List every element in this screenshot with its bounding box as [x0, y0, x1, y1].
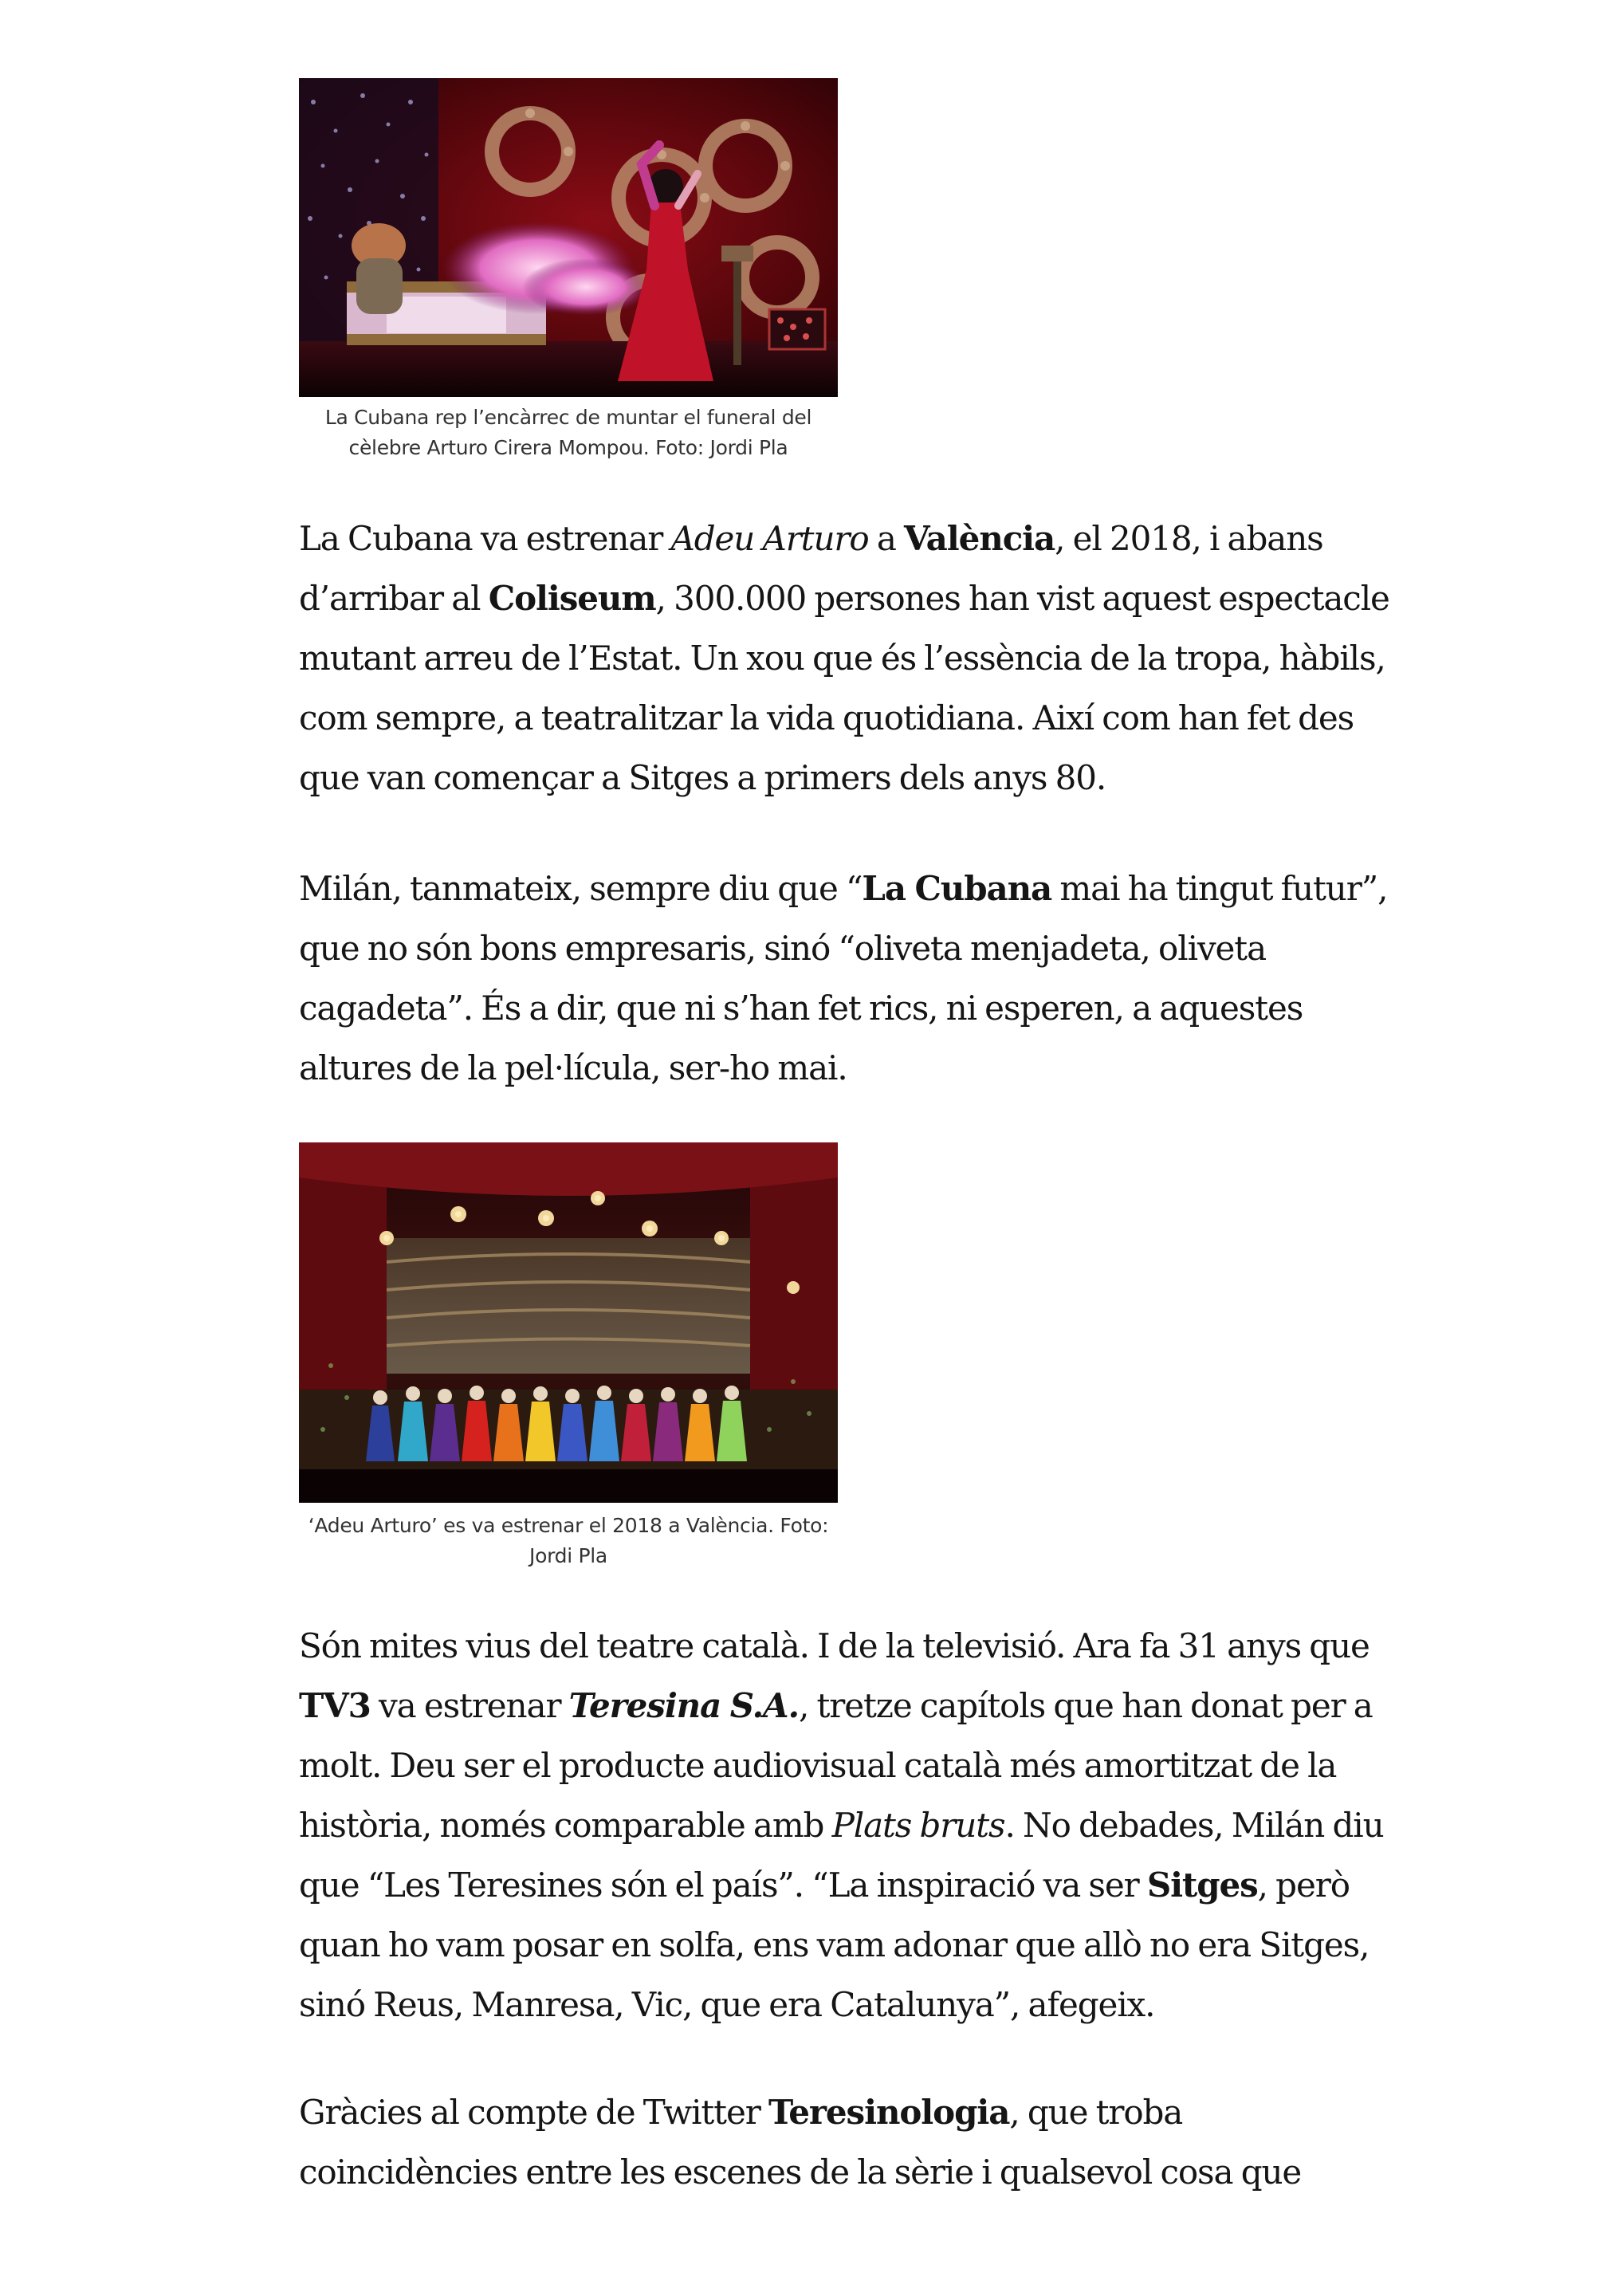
- article-photo-stage-chorus: [299, 1142, 838, 1503]
- article-paragraph: La Cubana va estrenar Adeu Arturo a València, el 2018, i abans d’arribar al Coliseum, 300.000 persones han vist aquest espectacle mutant arreu de l’Estat. Un xou que és l’essència de la tropa, hàbils, com sempre, a teatralitzar la vida quotidiana. Així com han fet des que van començar a Sitges a primers dels anys 80.: [299, 519, 1389, 797]
- article-paragraph: Milán, tanmateix, sempre diu que “La Cubana mai ha tingut futur”, que no són bons empresaris, sinó “oliveta menjadeta, oliveta cagadeta”. És a dir, que ni s’han fet rics, ni esperen, a aquestes altures de la pel·lícula, ser-ho mai.: [299, 869, 1388, 1087]
- photo-caption: ‘Adeu Arturo’ es va estrenar el 2018 a València. Foto: Jordi Pla: [308, 1514, 829, 1567]
- article-paragraph: Són mites vius del teatre català. I de la televisió. Ara fa 31 anys que TV3 va estrenar Teresina S.A., tretze capítols que han donat per a molt. Deu ser el producte audiovisual català més amortitzat de la història, només comparable amb Plats bruts. No debades, Milán diu que “Les Teresines són el país”. “La inspiració va ser Sitges, però quan ho vam posar en solfa, ens vam adonar que allò no era Sitges, sinó Reus, Manresa, Vic, que era Catalunya”, afegeix.: [299, 1626, 1384, 2024]
- article-paragraph: Gràcies al compte de Twitter Teresinologia, que troba coincidències entre les escenes de la sèrie i qualsevol cosa que: [299, 2093, 1302, 2192]
- photo-caption: La Cubana rep l’encàrrec de muntar el funeral del cèlebre Arturo Cirera Mompou. Foto: Jordi Pla: [324, 406, 812, 459]
- article-photo-funeral-scene: [299, 78, 838, 397]
